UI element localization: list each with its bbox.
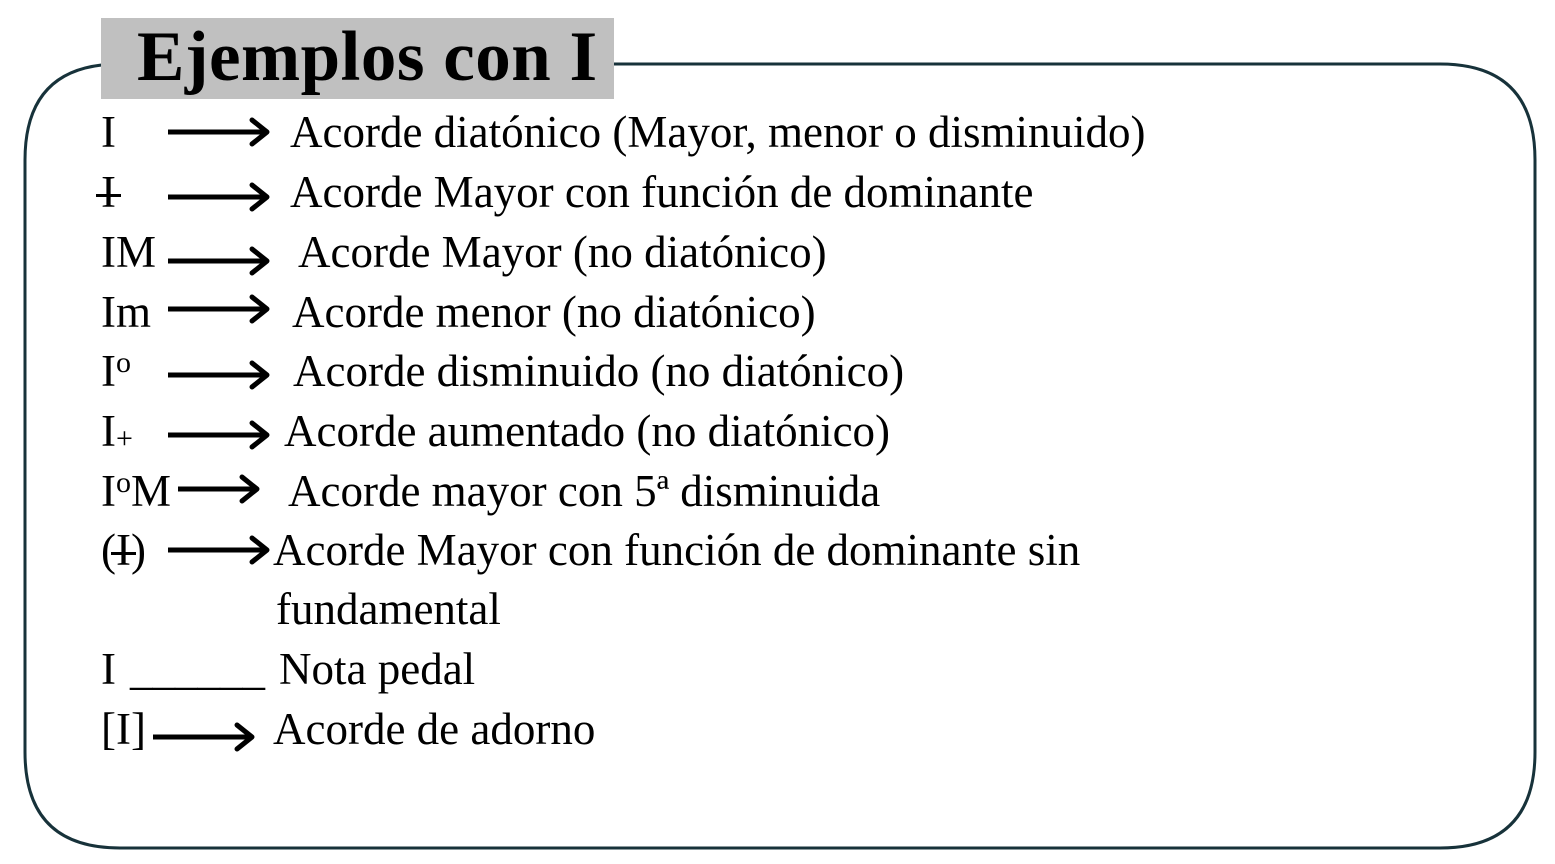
arrow-right-icon (168, 534, 272, 566)
arrow-right-icon (168, 293, 272, 325)
arrow-right-icon (168, 359, 272, 391)
chord-symbol: IM (101, 227, 156, 277)
chord-description: Acorde de adorno (273, 704, 596, 754)
chord-subscript: + (116, 422, 133, 455)
chord-description: Acorde aumentado (no diatónico) (284, 406, 891, 456)
chord-symbol: Im (101, 287, 151, 337)
chord-symbol: I (101, 107, 116, 157)
chord-symbol: I (101, 644, 116, 694)
chord-description: Acorde menor (no diatónico) (292, 287, 816, 337)
chord-description: Acorde Mayor (no diatónico) (298, 227, 827, 277)
arrow-right-icon (168, 419, 272, 451)
page-title: Ejemplos con I (137, 18, 598, 96)
chord-superscript: o (116, 466, 131, 499)
chord-symbol: I (116, 522, 131, 578)
arrow-right-icon (168, 116, 272, 148)
arrow-right-icon (168, 245, 272, 277)
chord-symbol: I (101, 164, 116, 220)
chord-description-continued: fundamental (276, 584, 501, 634)
chord-symbol: I (101, 346, 116, 396)
chord-description: Nota pedal (279, 644, 476, 694)
chord-suffix: M (131, 466, 172, 516)
chord-symbol-close: ) (131, 525, 146, 575)
chord-superscript: o (116, 346, 131, 379)
chord-symbol: I (101, 466, 116, 516)
chord-description: Acorde disminuido (no diatónico) (293, 346, 905, 396)
arrow-right-icon (178, 473, 262, 505)
chord-description: Acorde diatónico (Mayor, menor o disminuido) (290, 107, 1146, 157)
chord-symbol-open: ( (101, 525, 116, 575)
chord-description: Acorde Mayor con función de dominante (290, 167, 1034, 217)
pedal-connector-line: ______ (130, 644, 265, 694)
chord-description: Acorde Mayor con función de dominante sin (273, 525, 1081, 575)
arrow-right-icon (168, 181, 272, 213)
chord-symbol: [I] (101, 704, 146, 754)
chord-description: Acorde mayor con 5ª disminuida (288, 466, 881, 516)
chord-symbol: I (101, 406, 116, 456)
arrow-right-icon (153, 721, 257, 753)
